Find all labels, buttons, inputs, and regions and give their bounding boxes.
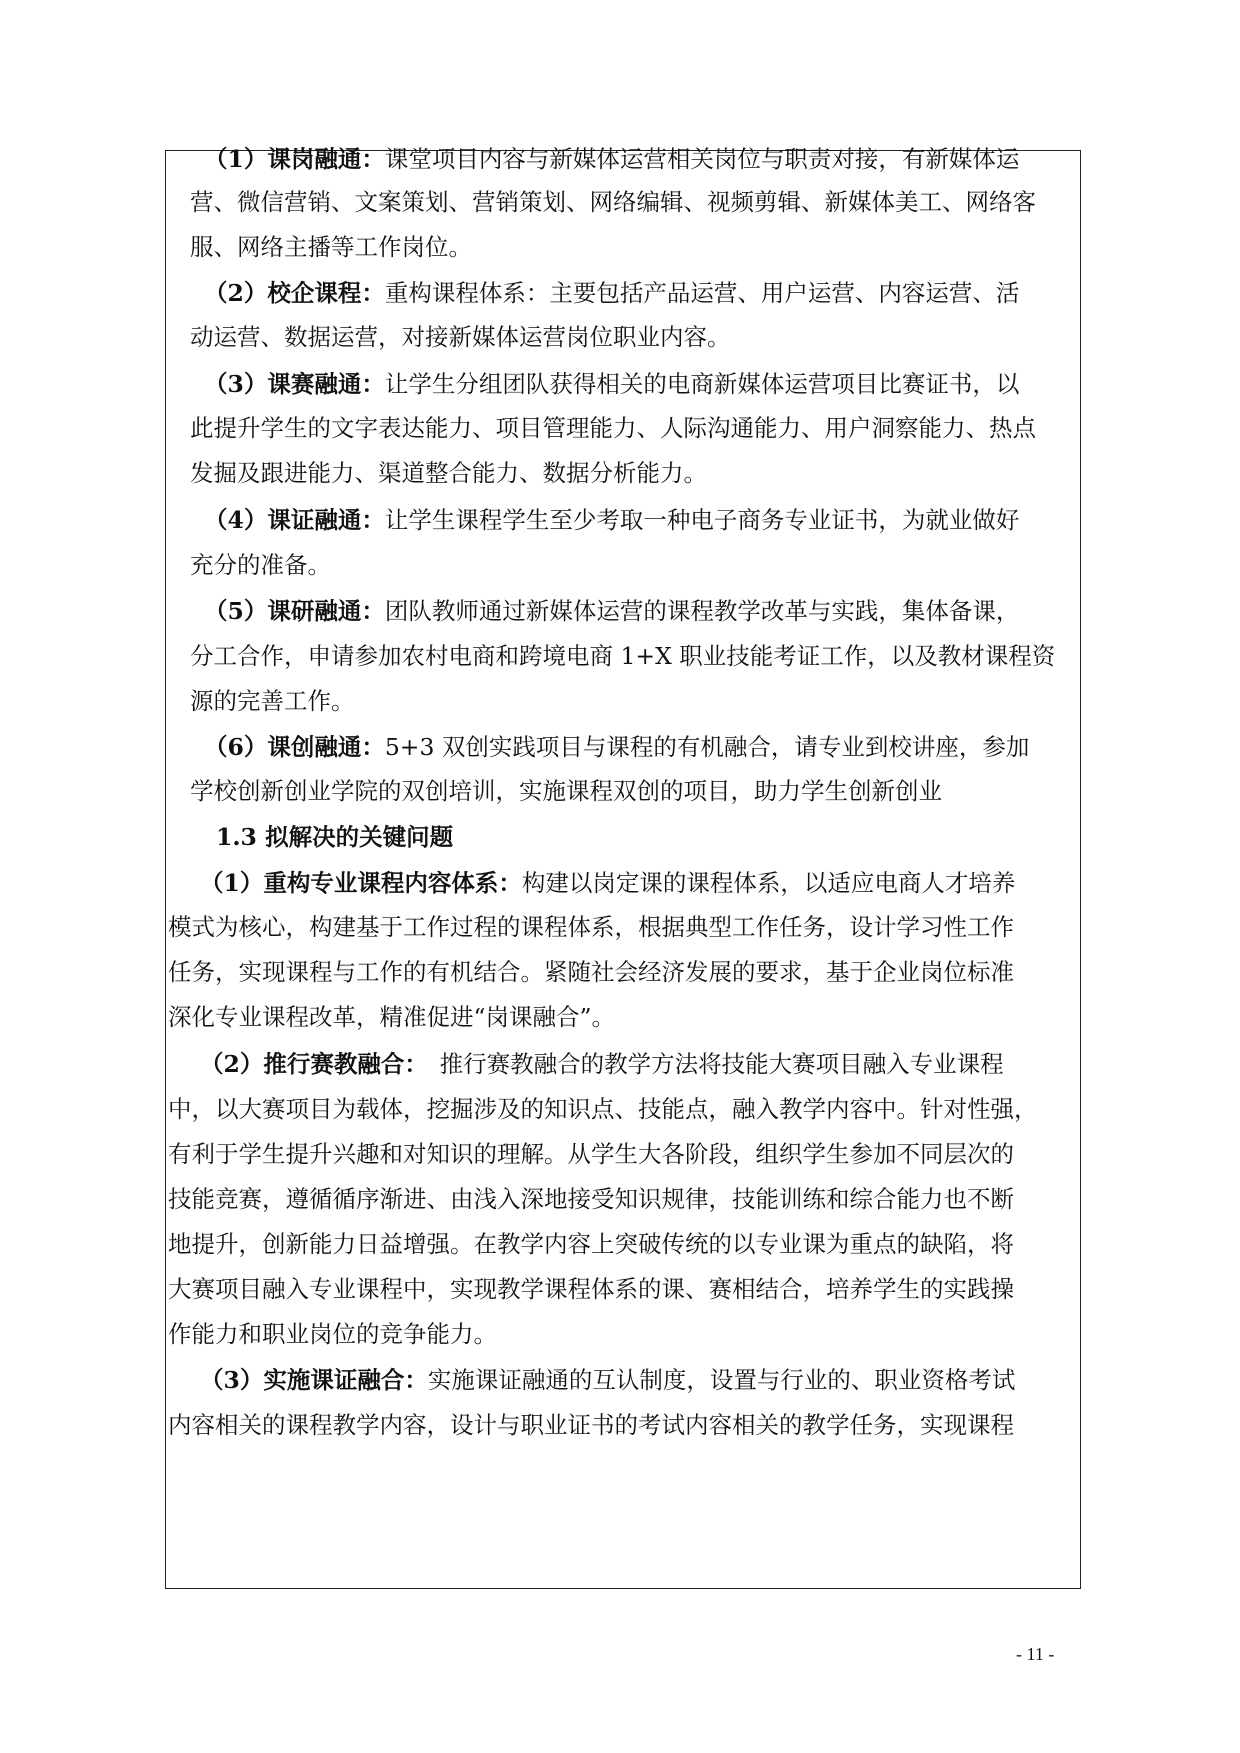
section-title: 1.3 拟解决的关键问题 [216,823,454,851]
text-line: 技能竞赛，遵循循序渐进、由浅入深地接受知识规律，技能训练和综合能力也不断 [168,1185,1014,1213]
paragraph-label: （1）重构专业课程内容体系： [200,869,522,897]
text-line: 源的完善工作。 [190,687,355,715]
text-line: 动运营、数据运营，对接新媒体运营岗位职业内容。 [190,323,731,351]
paragraph-label: （4）课证融通： [204,506,385,534]
paragraph-label: （5）课研融通： [204,597,385,625]
paragraph-label: （3）课赛融通： [204,370,385,398]
text-line: 服、网络主播等工作岗位。 [190,233,472,261]
text-line: 大赛项目融入专业课程中，实现教学课程体系的课、赛相结合，培养学生的实践操 [168,1275,1014,1303]
text-line: （4）课证融通：让学生课程学生至少考取一种电子商务专业证书，为就业做好 [204,506,1020,534]
text-line: 发掘及跟进能力、渠道整合能力、数据分析能力。 [190,459,707,487]
paragraph-label: （3）实施课证融合： [200,1366,428,1394]
text-line: 地提升，创新能力日益增强。在教学内容上突破传统的以专业课为重点的缺陷，将 [168,1230,1014,1258]
text-line: （2）推行赛教融合： 推行赛教融合的教学方法将技能大赛项目融入专业课程 [200,1050,1004,1078]
text-line: 中，以大赛项目为载体，挖掘涉及的知识点、技能点，融入教学内容中。针对性强， [168,1095,1038,1123]
page-number: - 11 - [1016,1644,1055,1664]
content-frame [165,145,1081,1589]
text-line: 作能力和职业岗位的竞争能力。 [168,1320,497,1348]
paragraph-label: （2）校企课程： [204,279,385,307]
text-line: （1）重构专业课程内容体系：构建以岗定课的课程体系，以适应电商人才培养 [200,869,1016,897]
paragraph-label: （2）推行赛教融合： [200,1050,417,1078]
text-line: 此提升学生的文字表达能力、项目管理能力、人际沟通能力、用户洞察能力、热点 [190,414,1036,442]
text-line: （3）实施课证融合：实施课证融通的互认制度，设置与行业的、职业资格考试 [200,1366,1016,1394]
text-line: （6）课创融通：5+3 双创实践项目与课程的有机融合，请专业到校讲座，参加 [204,733,1030,761]
text-line: 充分的准备。 [190,551,331,579]
text-line: 深化专业课程改革，精准促进“岗课融合”。 [168,1003,616,1031]
text-line: （2）校企课程：重构课程体系：主要包括产品运营、用户运营、内容运营、活 [204,279,1020,307]
text-line: 内容相关的课程教学内容，设计与职业证书的考试内容相关的教学任务，实现课程 [168,1411,1014,1439]
text-line: 任务，实现课程与工作的有机结合。紧随社会经济发展的要求，基于企业岗位标准 [168,958,1014,986]
paragraph-label: （6）课创融通： [204,733,385,761]
text-line: （3）课赛融通：让学生分组团队获得相关的电商新媒体运营项目比赛证书，以 [204,370,1020,398]
text-line: 分工合作，申请参加农村电商和跨境电商 1+X 职业技能考证工作，以及教材课程资 [190,642,1056,670]
text-line: （5）课研融通：团队教师通过新媒体运营的课程教学改革与实践，集体备课， [204,597,1020,625]
text-line: （1）课岗融通：课堂项目内容与新媒体运营相关岗位与职责对接，有新媒体运 [204,145,1020,173]
paragraph-label: （1）课岗融通： [204,145,385,173]
text-line: 有利于学生提升兴趣和对知识的理解。从学生大各阶段，组织学生参加不同层次的 [168,1140,1014,1168]
text-line: 营、微信营销、文案策划、营销策划、网络编辑、视频剪辑、新媒体美工、网络客 [190,188,1036,216]
text-line: 学校创新创业学院的双创培训，实施课程双创的项目，助力学生创新创业 [190,777,942,805]
text-line: 模式为核心，构建基于工作过程的课程体系，根据典型工作任务，设计学习性工作 [168,913,1014,941]
